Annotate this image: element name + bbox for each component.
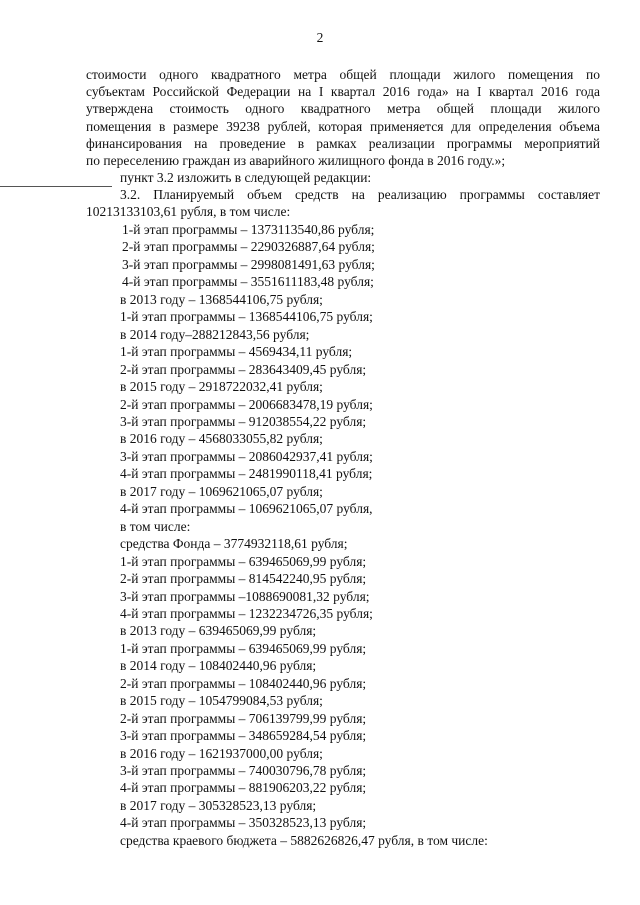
funding-list-item: в 2013 году – 639465069,99 рубля;	[120, 623, 317, 639]
funding-list-item: 4-й этап программы – 881906203,22 рубля;	[120, 780, 367, 796]
funding-list-item: в 2017 году – 305328523,13 рубля;	[120, 797, 317, 813]
funding-list-item: 4-й этап программы – 2481990118,41 рубля;	[120, 466, 373, 482]
instruction-line: пункт 3.2 изложить в следующей редакции:	[120, 170, 372, 185]
clause-paragraph	[86, 186, 600, 220]
funding-list-item: 3-й этап программы – 2086042937,41 рубля;	[120, 448, 373, 464]
funding-list-item: 1-й этап программы – 4569434,11 рубля;	[120, 344, 353, 360]
funding-list-item: средства краевого бюджета – 5882626826,47 рубля, в том числе:	[120, 832, 488, 848]
funding-list-item: в 2016 году – 4568033055,82 рубля;	[120, 431, 323, 447]
intro-line: помещения в размере 39238 рублей, которая применяется для определения объема	[86, 118, 600, 134]
funding-list-item: 1-й этап программы – 639465069,99 рубля;	[120, 640, 367, 656]
funding-list-item: 3-й этап программы – 912038554,22 рубля;	[120, 413, 367, 429]
clause-line: 3.2. Планируемый объем средств на реализацию программы составляет	[120, 187, 600, 202]
intro-paragraph	[86, 66, 600, 169]
funding-list-item: 3-й этап программы – 348659284,54 рубля;	[120, 728, 367, 743]
funding-list-item: 2-й этап программы – 814542240,95 рубля;	[120, 571, 367, 586]
funding-list-item: 2-й этап программы – 706139799,99 рубля;	[120, 710, 367, 726]
intro-line: стоимости одного квадратного метра общей площади жилого помещения по	[86, 67, 600, 82]
funding-list-item: 2-й этап программы – 108402440,96 рубля;	[120, 675, 367, 691]
funding-list-item: в 2015 году – 1054799084,53 рубля;	[120, 693, 323, 709]
funding-list-item: 1-й этап программы – 639465069,99 рубля;	[120, 553, 367, 569]
funding-list-item: 4-й этап программы – 350328523,13 рубля;	[120, 815, 367, 831]
funding-list-item: 4-й этап программы – 1069621065,07 рубля,	[120, 501, 373, 517]
funding-list-item: в 2014 году–288212843,56 рубля;	[120, 326, 310, 342]
intro-line: по переселению граждан из аварийного жилищного фонда в 2016 году.»;	[86, 153, 506, 169]
funding-list-item: средства Фонда – 3774932118,61 рубля;	[120, 536, 348, 552]
funding-list-item: в том числе:	[120, 518, 191, 534]
funding-list-item: в 2013 году – 1368544106,75 рубля;	[120, 291, 323, 307]
intro-line: субъектам Российской Федерации на I квартал 2016 года» на I квартал 2016 года	[86, 84, 600, 100]
funding-list-item: 2-й этап программы – 2006683478,19 рубля;	[120, 396, 373, 412]
funding-list-item: 1-й этап программы – 1368544106,75 рубля;	[120, 309, 373, 325]
funding-list-item: 1-й этап программы – 1373113540,86 рубля;	[122, 222, 375, 237]
page-number: 2	[316, 30, 324, 45]
funding-list-item: 3-й этап программы – 2998081491,63 рубля;	[122, 256, 375, 272]
funding-list-item: 4-й этап программы – 1232234726,35 рубля;	[120, 605, 373, 621]
funding-list-item: 3-й этап программы –1088690081,32 рубля;	[120, 588, 370, 604]
funding-list-item: 3-й этап программы – 740030796,78 рубля;	[120, 762, 367, 778]
funding-list-item: в 2016 году – 1621937000,00 рубля;	[120, 745, 323, 761]
funding-list-item: 4-й этап программы – 3551611183,48 рубля;	[122, 274, 374, 290]
funding-list-item: в 2017 году – 1069621065,07 рубля;	[120, 483, 323, 499]
funding-list-item: 2-й этап программы – 2290326887,64 рубля;	[122, 239, 375, 255]
funding-list-item: в 2014 году – 108402440,96 рубля;	[120, 658, 317, 674]
funding-list-item: в 2015 году – 2918722032,41 рубля;	[120, 379, 323, 394]
funding-list-item: 2-й этап программы – 283643409,45 рубля;	[120, 361, 367, 377]
clause-line: 10213133103,61 рубля, в том числе:	[86, 204, 291, 220]
intro-line: финансирования на проведение в рамках реализации программы мероприятий	[86, 135, 600, 151]
intro-line: утверждена стоимость одного квадратного метра общей площади жилого	[86, 101, 600, 117]
